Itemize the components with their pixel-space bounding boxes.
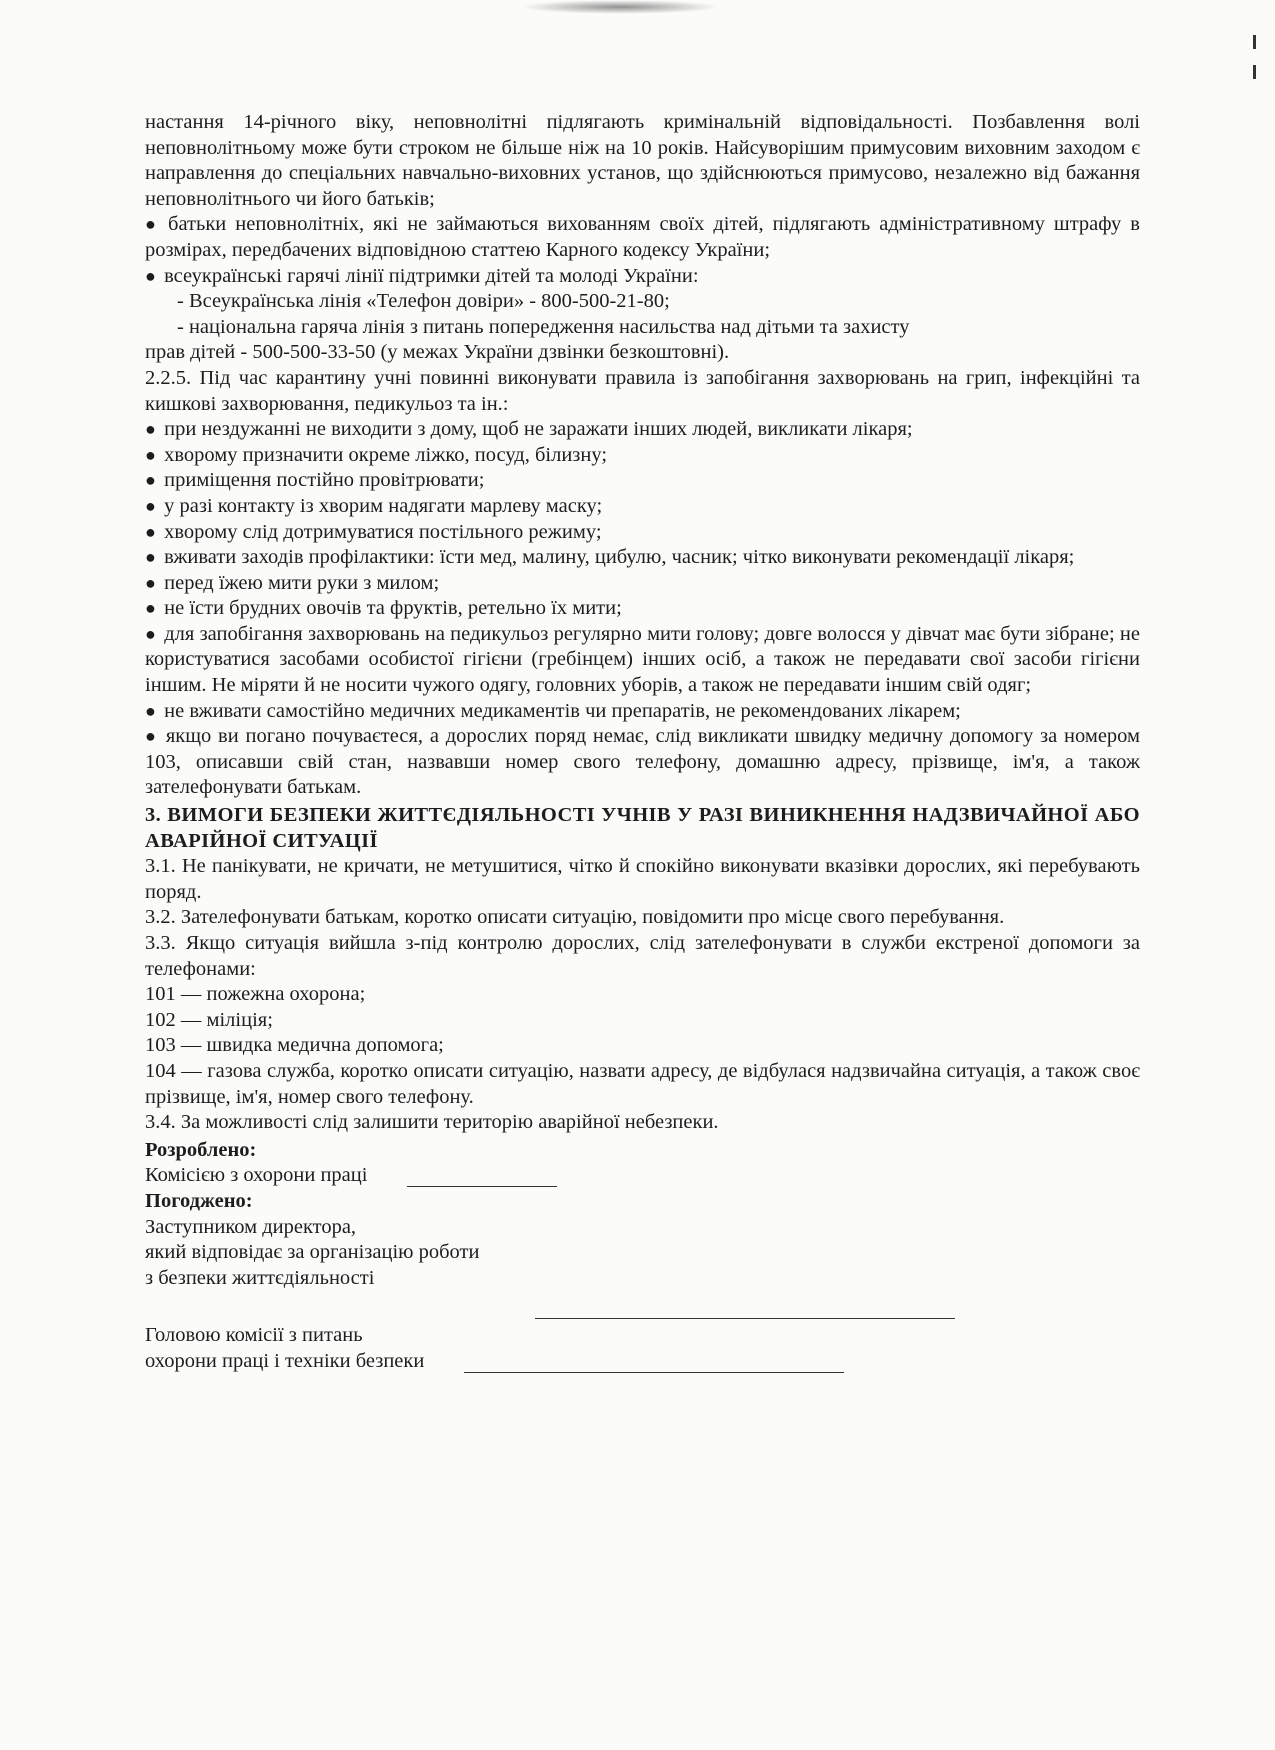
bullet-icon: ● (145, 700, 156, 721)
bullet-item-quarantine-9 (145, 622, 1140, 699)
bullet-item-quarantine-2 (145, 443, 1140, 469)
bullet-item-quarantine-7 (145, 571, 1140, 597)
section-3-heading: 3. ВИМОГИ БЕЗПЕКИ ЖИТТЄДІЯЛЬНОСТІ УЧНІВ У РАЗІ ВИНИКНЕННЯ НАДЗВИЧАЙНОЇ АБО АВАРІЙНОЇ СИТУАЦІЇ (145, 804, 1140, 852)
item-3-1: 3.1. Не панікувати, не кричати, не метушитися, чітко й спокійно виконувати вказівки дорослих, які перебувають поряд. (145, 855, 1140, 903)
hotline-violence-prevention-cont: прав дітей - 500-500-33-50 (у межах України дзвінки безкоштовні). (145, 341, 730, 364)
bullet-icon: ● (145, 444, 156, 465)
bullet-text: не вживати самостійно медичних медикаментів чи препаратів, не рекомендованих лікарем; (164, 699, 961, 722)
item-3-4: 3.4. За можливості слід залишити територію аварійної небезпеки. (145, 1111, 719, 1134)
bullet-icon: ● (145, 419, 156, 440)
deputy-signature-row (145, 1291, 1140, 1319)
paragraph-2-2-5: 2.2.5. Під час карантину учні повинні виконувати правила із запобігання захворювань на грип, інфекційні та кишкові захворювання, педикульоз та ін.: (145, 366, 1140, 415)
head-line-1: Головою комісії з питань (145, 1324, 363, 1347)
developed-by-line (145, 1163, 1140, 1189)
developed-label: Розроблено: (145, 1138, 257, 1161)
bullet-text: у разі контакту із хворим надягати марлеву маску; (164, 494, 603, 517)
bullet-item-quarantine-11 (145, 724, 1140, 801)
signature-block (145, 1138, 1140, 1375)
bullet-item-quarantine-6 (145, 545, 1140, 571)
bullet-text: батьки неповнолітніх, які не займаються вихованням своїх дітей, підлягають адміністративному штрафу в розмірах, передбачених відповідною статтею Карного кодексу України; (145, 213, 1140, 261)
bullet-icon: ● (145, 214, 156, 235)
bullet-text: не їсти брудних овочів та фруктів, ретельно їх мити; (164, 597, 622, 620)
agreed-label: Погоджено: (145, 1189, 253, 1212)
bullet-text: перед їжею мити руки з милом; (164, 571, 440, 594)
document-body (145, 110, 1140, 1375)
bullet-text: для запобігання захворювань на педикульоз регулярно мити голову; довге волосся у дівчат має бути зібране; не користуватися засобами особистої гігієни (гребінцем) інших осіб, а також не передавати свої засоби гігієни іншим. Не міряти й не носити чужого одягу, головних уборів, а також не передавати іншим свій одяг; (145, 622, 1141, 697)
item-3-3: 3.3. Якщо ситуація вийшла з-під контролю дорослих, слід зателефонувати в служби екстреної допомоги за телефонами: (145, 932, 1140, 980)
bullet-text: вживати заходів профілактики: їсти мед, малину, цибулю, часник; чітко виконувати рекомендації лікаря; (164, 546, 1075, 569)
emergency-104: 104 — газова служба, коротко описати ситуацію, назвати адресу, де відбулася надзвичайна ситуація, а також своє прізвище, ім'я, номер свого телефону. (145, 1059, 1140, 1108)
hotline-trust-phone: - Всеукраїнська лінія «Телефон довіри» - 800-500-21-80; (177, 290, 670, 313)
emergency-101: 101 — пожежна охорона; (145, 983, 366, 1006)
bullet-text: хворому призначити окреме ліжко, посуд, білизну; (164, 443, 608, 466)
bullet-icon: ● (145, 726, 156, 747)
bullet-icon: ● (145, 470, 156, 491)
signature-line (464, 1371, 844, 1373)
bullet-item-quarantine-10 (145, 699, 1140, 725)
bullet-text: приміщення постійно провітрювати; (164, 469, 485, 492)
paragraph-criminal-liability: настання 14-річного віку, неповнолітні підлягають кримінальній відповідальності. Позбавлення волі неповнолітньому може бути строком не більше ніж на 10 років. Найсуворішим примусовим виховним заходом є направлення до спеціальних навчально-виховних установ, що здійснюються примусово, незалежно від бажання неповнолітнього чи його батьків; (145, 111, 1140, 210)
bullet-item-quarantine-3 (145, 468, 1140, 494)
bullet-icon: ● (145, 265, 156, 286)
hotline-violence-prevention: - національна гаряча лінія з питань попередження насильства над дітьми та захисту (177, 315, 910, 338)
item-3-2: 3.2. Зателефонувати батькам, коротко описати ситуацію, повідомити про місце свого перебування. (145, 906, 1005, 929)
bullet-icon: ● (145, 547, 156, 568)
bullet-item-hotlines (145, 264, 1140, 290)
signature-line (407, 1185, 557, 1187)
bullet-icon: ● (145, 598, 156, 619)
scan-artifact-right (1253, 35, 1257, 95)
bullet-item-parents (145, 212, 1140, 263)
bullet-item-quarantine-5 (145, 520, 1140, 546)
bullet-text: якщо ви погано почуваєтеся, а дорослих поряд немає, слід викликати швидку медичну допомогу за номером 103, описавши свій стан, назвавши номер свого телефону, домашню адресу, прізвище, ім'я, а також зателефонувати батькам. (145, 725, 1140, 799)
bullet-icon: ● (145, 623, 156, 644)
bullet-text: при нездужанні не виходити з дому, щоб не заражати інших людей, викликати лікаря; (164, 418, 913, 441)
bullet-text: всеукраїнські гарячі лінії підтримки дітей та молоді України: (164, 264, 699, 287)
deputy-line-3: з безпеки життєдіяльності (145, 1266, 375, 1289)
bullet-item-quarantine-4 (145, 494, 1140, 520)
bullet-icon: ● (145, 495, 156, 516)
deputy-line-3-row (145, 1266, 1140, 1292)
bullet-item-quarantine-8 (145, 596, 1140, 622)
deputy-line-1: Заступником директора, (145, 1215, 357, 1238)
developed-by: Комісією з охорони праці (145, 1164, 368, 1187)
bullet-icon: ● (145, 572, 156, 593)
head-line-2-row (145, 1349, 1140, 1375)
emergency-102: 102 — міліція; (145, 1008, 273, 1031)
bullet-item-quarantine-1 (145, 417, 1140, 443)
scan-artifact-top (520, 0, 720, 14)
emergency-103: 103 — швидка медична допомога; (145, 1034, 444, 1057)
signature-line (535, 1317, 955, 1319)
bullet-icon: ● (145, 521, 156, 542)
bullet-text: хворому слід дотримуватися постільного режиму; (164, 520, 602, 543)
head-line-2: охорони праці і техніки безпеки (145, 1349, 425, 1372)
deputy-line-2: який відповідає за організацію роботи (145, 1241, 480, 1264)
